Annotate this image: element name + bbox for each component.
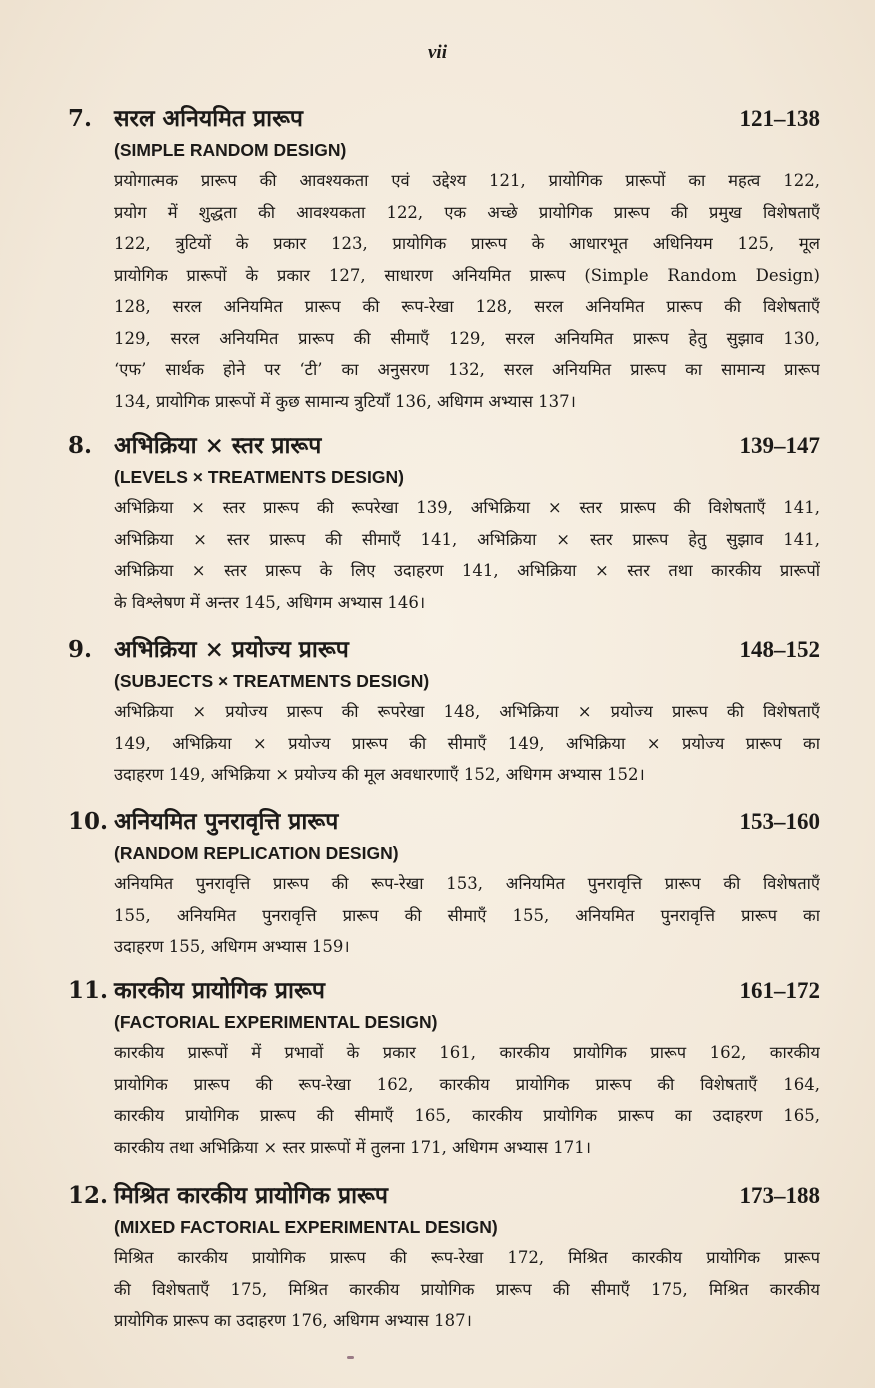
- chapter-page-range: 139–147: [739, 433, 820, 458]
- contents-line: प्रायोगिक प्रारूप की रूप-रेखा 162, कारकीय प्रायोगिक प्रारूप की विशेषताएँ 164,: [114, 1074, 820, 1094]
- chapter-title: सरल अनियमित प्रारूप: [114, 105, 303, 132]
- contents-line: 134, प्रायोगिक प्रारूपों में कुछ सामान्य त्रुटियाँ 136, अधिगम अभ्यास 137।: [114, 391, 576, 411]
- chapter-title-line: [68, 101, 303, 133]
- contents-line: अभिक्रिया × स्तर प्रारूप के लिए उदाहरण 141, अभिक्रिया × स्तर तथा कारकीय प्रारूपों: [114, 561, 820, 580]
- chapter-title: मिश्रित कारकीय प्रायोगिक प्रारूप: [114, 1182, 388, 1209]
- contents-line: प्रायोगिक प्रारूपों के प्रकार 127, साधारण अनियमित प्रारूप (Simple Random Design): [114, 265, 820, 285]
- chapter-heading: [68, 428, 820, 462]
- chapter-english-title: (SUBJECTS × TREATMENTS DESIGN): [114, 671, 430, 691]
- chapter-english-title: (MIXED FACTORIAL EXPERIMENTAL DESIGN): [114, 1217, 498, 1237]
- chapter-heading: [68, 973, 820, 1007]
- contents-line: के विश्लेषण में अन्तर 145, अधिगम अभ्यास 146।: [114, 592, 426, 612]
- chapter-english-title: (FACTORIAL EXPERIMENTAL DESIGN): [114, 1012, 438, 1032]
- chapter-heading: [68, 632, 820, 666]
- contents-line: कारकीय प्रारूपों में प्रभावों के प्रकार 161, कारकीय प्रायोगिक प्रारूप 162, कारकीय: [114, 1043, 820, 1062]
- chapter-entry: [68, 973, 820, 1163]
- chapter-title-line: [68, 973, 325, 1005]
- contents-line: अभिक्रिया × स्तर प्रारूप की रूपरेखा 139, अभिक्रिया × स्तर प्रारूप की विशेषताएँ 141,: [114, 498, 820, 517]
- chapter-contents: [114, 1037, 820, 1163]
- contents-line: ‘एफ’ सार्थक होने पर ‘टी’ का अनुसरण 132, सरल अनियमित प्रारूप का सामान्य प्रारूप: [114, 360, 820, 379]
- contents-line: उदाहरण 149, अभिक्रिया × प्रयोज्य की मूल अवधारणाएँ 152, अधिगम अभ्यास 152।: [114, 765, 645, 784]
- chapter-title-line: [68, 428, 321, 460]
- contents-line: कारकीय तथा अभिक्रिया × स्तर प्रारूपों में तुलना 171, अधिगम अभ्यास 171।: [114, 1137, 591, 1157]
- chapter-title: अनियमित पुनरावृत्ति प्रारूप: [114, 808, 339, 835]
- contents-line: 122, त्रुटियों के प्रकार 123, प्रायोगिक प्रारूप के आधारभूत अधिनियम 125, मूल: [114, 234, 820, 253]
- contents-line: अनियमित पुनरावृत्ति प्रारूप की रूप-रेखा 153, अनियमित पुनरावृत्ति प्रारूप की विशेषताएँ: [114, 874, 820, 893]
- chapter-entry: [68, 428, 820, 618]
- chapter-entry: [68, 804, 820, 963]
- chapter-entry: [68, 1178, 820, 1337]
- chapter-number: 7.: [68, 105, 93, 132]
- chapter-english-title: (SIMPLE RANDOM DESIGN): [114, 140, 347, 160]
- contents-line: 155, अनियमित पुनरावृत्ति प्रारूप की सीमाएँ 155, अनियमित पुनरावृत्ति प्रारूप का: [114, 905, 820, 925]
- chapter-entry: [68, 632, 820, 791]
- contents-line: अभिक्रिया × प्रयोज्य प्रारूप की रूपरेखा 148, अभिक्रिया × प्रयोज्य प्रारूप की विशेषताएँ: [114, 702, 820, 721]
- chapter-title-line: [68, 804, 338, 836]
- chapter-english-title: (LEVELS × TREATMENTS DESIGN): [114, 467, 404, 487]
- chapter-number: 9.: [68, 636, 93, 663]
- chapter-page-range: 161–172: [739, 978, 820, 1003]
- chapter-page-range: 173–188: [739, 1183, 820, 1208]
- chapter-number: 12.: [68, 1182, 109, 1209]
- chapter-contents: [114, 696, 820, 791]
- chapter-number: 10.: [68, 808, 109, 835]
- chapter-title: कारकीय प्रायोगिक प्रारूप: [114, 977, 325, 1004]
- chapter-contents: [114, 868, 820, 963]
- contents-line: 128, सरल अनियमित प्रारूप की रूप-रेखा 128, सरल अनियमित प्रारूप की विशेषताएँ: [114, 297, 820, 316]
- contents-line: की विशेषताएँ 175, मिश्रित कारकीय प्रायोगिक प्रारूप की सीमाएँ 175, मिश्रित कारकीय: [114, 1279, 820, 1299]
- chapter-page-range: 121–138: [739, 106, 820, 131]
- chapter-title-line: [68, 1178, 388, 1210]
- chapter-page-range: 148–152: [739, 637, 820, 662]
- chapter-contents: [114, 492, 820, 618]
- chapter-page-range: 153–160: [739, 809, 820, 834]
- chapter-heading: [68, 101, 820, 135]
- ink-mark: [347, 1356, 354, 1359]
- contents-line: 129, सरल अनियमित प्रारूप की सीमाएँ 129, सरल अनियमित प्रारूप हेतु सुझाव 130,: [114, 328, 820, 348]
- chapter-title: अभिक्रिया × प्रयोज्य प्रारूप: [114, 636, 349, 663]
- chapter-heading: [68, 804, 820, 838]
- contents-line: मिश्रित कारकीय प्रायोगिक प्रारूप की रूप-रेखा 172, मिश्रित कारकीय प्रायोगिक प्रारूप: [114, 1248, 820, 1267]
- chapter-title: अभिक्रिया × स्तर प्रारूप: [114, 432, 322, 459]
- chapter-number: 8.: [68, 432, 93, 459]
- contents-line: प्रयोगात्मक प्रारूप की आवश्यकता एवं उद्देश्य 121, प्रायोगिक प्रारूपों का महत्व 122,: [114, 171, 820, 190]
- chapter-contents: [114, 1242, 820, 1337]
- contents-line: प्रायोगिक प्रारूप का उदाहरण 176, अधिगम अभ्यास 187।: [114, 1311, 472, 1330]
- chapter-title-line: [68, 632, 349, 664]
- chapter-number: 11.: [68, 977, 109, 1004]
- chapter-heading: [68, 1178, 820, 1212]
- chapter-entry: [68, 101, 820, 417]
- page-folio: vii: [428, 42, 447, 63]
- contents-line: अभिक्रिया × स्तर प्रारूप की सीमाएँ 141, अभिक्रिया × स्तर प्रारूप हेतु सुझाव 141,: [114, 529, 820, 549]
- contents-line: कारकीय प्रायोगिक प्रारूप की सीमाएँ 165, कारकीय प्रायोगिक प्रारूप का उदाहरण 165,: [114, 1106, 820, 1125]
- chapter-english-title: (RANDOM REPLICATION DESIGN): [114, 843, 399, 863]
- contents-line: उदाहरण 155, अधिगम अभ्यास 159।: [114, 937, 350, 956]
- chapter-contents: [114, 165, 820, 417]
- contents-line: 149, अभिक्रिया × प्रयोज्य प्रारूप की सीमाएँ 149, अभिक्रिया × प्रयोज्य प्रारूप का: [114, 733, 820, 753]
- contents-line: प्रयोग में शुद्धता की आवश्यकता 122, एक अच्छे प्रायोगिक प्रारूप की प्रमुख विशेषताएँ: [114, 202, 820, 222]
